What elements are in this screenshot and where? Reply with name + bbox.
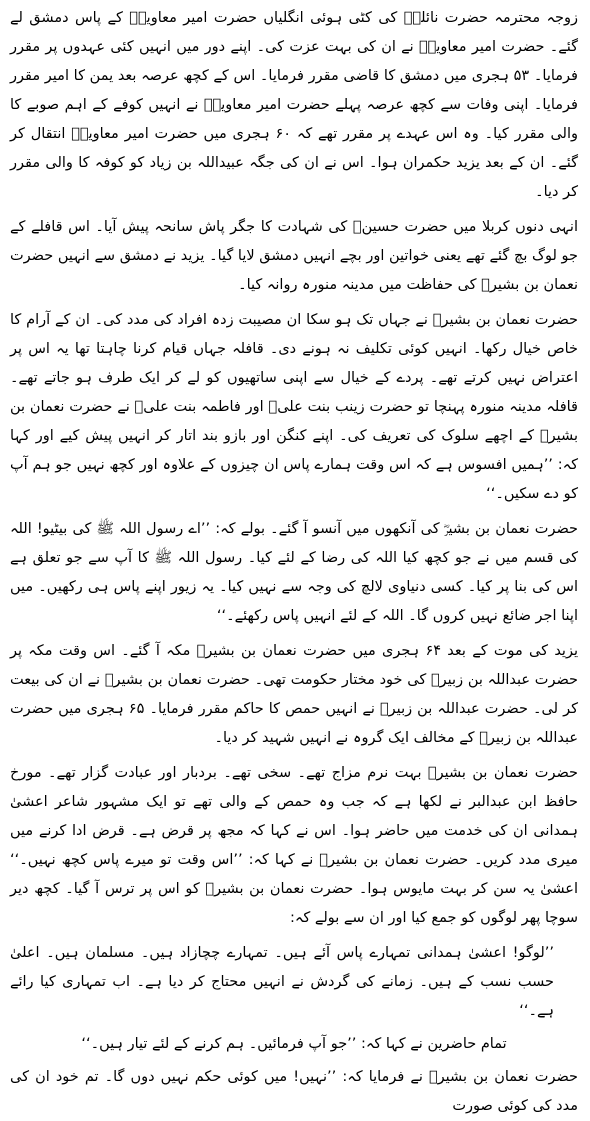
paragraph-3: حضرت نعمان بن بشیرؓ نے جہاں تک ہو سکا ان مصیبت زدہ افراد کی مدد کی۔ ان کے آرام کا خاص خیال رکھا۔ انہیں کوئی تکلیف نہ ہونے دی۔ قافلہ جہاں قیام کرنا چاہتا تھا یہ اس پر اعتراض نہیں کرتے تھے۔ پردے کے خیال سے اپنی ساتھیوں کو لے کر ایک طرف ہو جاتے تھے۔ قافلہ مدینہ منورہ پہنچا تو حضرت زینب بنت علیؓ اور فاطمہ بنت علیؓ نے حضرت نعمان بن بشیرؓ کے اچھے سلوک کی تعریف کی۔ اپنے کنگن اور بازو بند اتار کر انہیں پیش کیے اور کہا کہ: ’’ہمیں افسوس ہے کہ اس وقت ہمارے پاس ان چیزوں کے علاوہ اور کچھ نہیں جو ہم آپ کو دے سکیں۔‘‘: [10, 312, 578, 502]
audience-reply: تمام حاضرین نے کہا کہ: ’’جو آپ فرمائیں۔ ہم کرنے کے لئے تیار ہیں۔‘‘: [81, 1036, 507, 1052]
quote-paragraph: ’’لوگو! اعشیٰ ہمدانی تمہارے پاس آئے ہیں۔ تمہارے چچازاد ہیں۔ مسلمان ہیں۔ اعلیٰ حسب نسب کے ہیں۔ زمانے کی گردش نے انہیں محتاج کر دیا ہے۔ اب تمہاری کیا رائے ہے۔‘‘: [10, 945, 554, 1019]
paragraph-5: یزید کی موت کے بعد ۶۴ ہجری میں حضرت نعمان بن بشیرؓ مکہ آ گئے۔ اس وقت مکہ پر حضرت عبداللہ بن زبیرؓ کی خود مختار حکومت تھی۔ حضرت نعمان بن بشیرؓ نے ان کی بیعت کر لی۔ حضرت عبداللہ بن زبیرؓ نے انہیں حمص کا حاکم مقرر فرمایا۔ ۶۵ ہجری میں حضرت عبداللہ بن زبیرؓ کے مخالف ایک گروہ نے انہیں شہید کر دیا۔: [10, 643, 579, 746]
paragraph-last: حضرت نعمان بن بشیرؓ نے فرمایا کہ: ’’نہیں! میں کوئی حکم نہیں دوں گا۔ تم خود ان کی مدد کی کوئی صورت: [10, 1069, 578, 1114]
paragraph-6: حضرت نعمان بن بشیرؓ بہت نرم مزاج تھے۔ سخی تھے۔ بردبار اور عبادت گزار تھے۔ مورخ حافظ ابن عبدالبر نے لکھا ہے کہ جب وہ حمص کے والی تھے تو ایک مشہور شاعر اعشیٰ ہمدانی ان کی خدمت میں حاضر ہوا۔ اس نے کہا کہ مجھ پر قرض ہے۔ قرض ادا کرنے میں میری مدد کریں۔ حضرت نعمان بن بشیرؓ نے کہا کہ: ’’اس وقت تو میرے پاس کچھ نہیں۔‘‘ اعشیٰ یہ سن کر بہت مایوس ہوا۔ حضرت نعمان بن بشیرؓ کو اس پر ترس آ گیا۔ کچھ دیر سوچا پھر لوگوں کو جمع کیا اور ان سے بولے کہ:: [10, 765, 578, 926]
paragraph-1: زوجہ محترمہ حضرت نائلہؓ کی کٹی ہوئی انگلیاں حضرت امیر معاویہؓ کے پاس دمشق لے گئے۔ حضرت امیر معاویہؓ نے ان کی بہت عزت کی۔ اپنے دور میں انہیں کئی عہدوں پر مقرر فرمایا۔ ۵۳ ہجری میں دمشق کا قاضی مقرر فرمایا۔ اس کے کچھ عرصہ بعد یمن کا امیر مقرر فرمایا۔ اپنی وفات سے کچھ عرصہ پہلے حضرت امیر معاویہؓ نے انہیں کوفے کے اہم صوبے کا والی مقرر کیا۔ وہ اس عہدے پر مقرر تھے کہ ۶۰ ہجری میں حضرت امیر معاویہؓ انتقال کر گئے۔ ان کے بعد یزید حکمران ہوا۔ اس نے ان کی جگہ عبیداللہ بن زیاد کو کوفہ کا والی مقرر کر دیا۔: [10, 10, 578, 200]
paragraph-2: انہی دنوں کربلا میں حضرت حسینؓ کی شہادت کا جگر پاش سانحہ پیش آیا۔ اس قافلے کے جو لوگ بچ گئے تھے یعنی خواتین اور بچے انہیں دمشق لایا گیا۔ یزید نے دمشق سے انہیں حضرت نعمان بن بشیرؓ کی حفاظت میں مدینہ منورہ روانہ کیا۔: [10, 219, 578, 293]
paragraph-4: حضرت نعمان بن بشیرؓ کی آنکھوں میں آنسو آ گئے۔ بولے کہ: ’’اے رسول اللہ ﷺ کی بیٹیو! اللہ کی قسم میں نے جو کچھ کیا اللہ کی رضا کے لئے کیا۔ رسول اللہ ﷺ کا آپ سے جو تعلق ہے اس کی بنا پر کیا۔ کسی دنیاوی لالچ کی وجہ سے نہیں کیا۔ یہ زیور اپنے پاس ہی رکھیں۔ میں اپنا اجر ضائع نہیں کروں گا۔ اللہ کے لئے انہیں پاس رکھئے۔‘‘: [10, 521, 578, 624]
